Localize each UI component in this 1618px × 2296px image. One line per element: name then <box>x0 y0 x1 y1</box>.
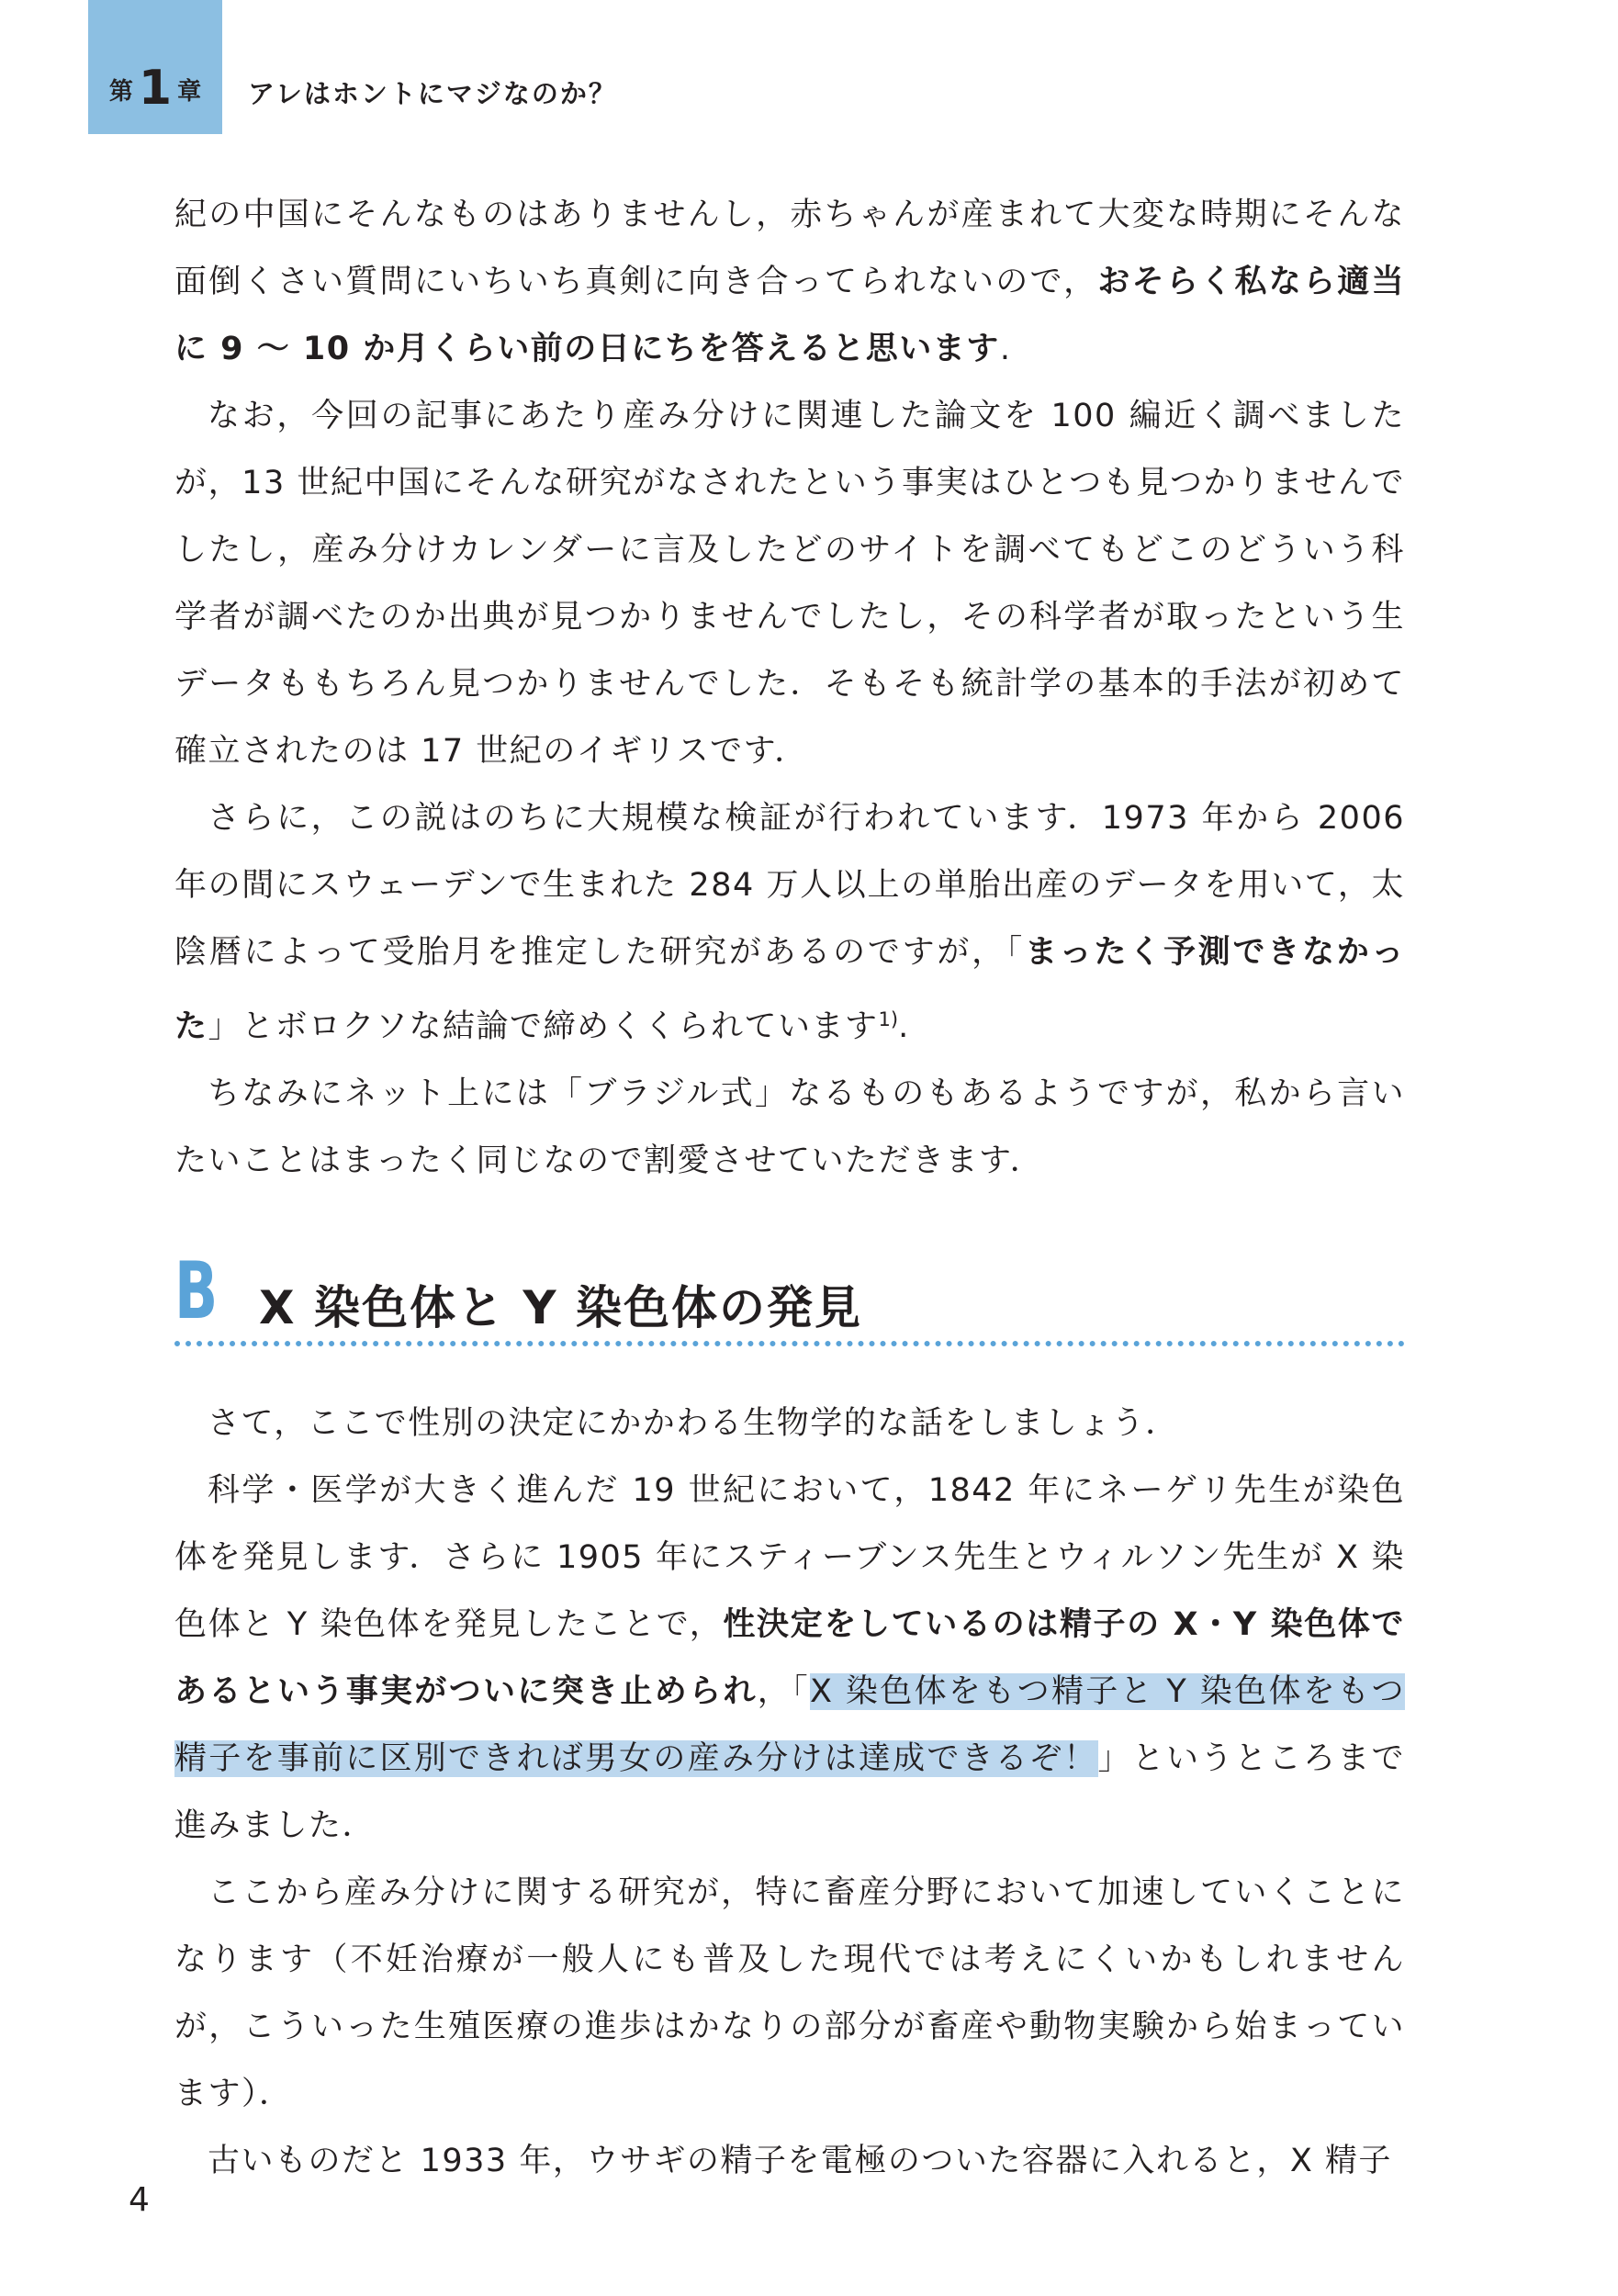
bold-text: まったく予測できなかった <box>174 934 1405 1045</box>
paragraph <box>174 182 1405 383</box>
paragraph: 古いものだと 1933 年，ウサギの精子を電極のついた容器に入れると，X 精子 <box>208 2143 1392 2179</box>
paragraph-text: ，「 <box>757 1673 810 1710</box>
paragraph-text: さらに，この説はのちに大規模な検証が行われています．1973 年から 2006 年の間にスウェーデンで生まれた 284 万人以上の単胎出産のデータを用いて，太陰暦によって受胎月を推定した研究があるのですが，「 <box>174 800 1405 971</box>
chapter-title: アレはホントにマジなのか？ <box>248 78 617 109</box>
section-header <box>174 1245 1405 1350</box>
chapter-suffix: 章 <box>177 78 202 106</box>
paragraph-text: 」というところまで進みました． <box>174 1740 1405 1844</box>
page-number: 4 <box>129 2181 150 2219</box>
paragraph: ここから産み分けに関する研究が，特に畜産分野において加速していくことになります（不妊治療が一般人にも普及した現代では考えにくいかもしれませんが，こういった生殖医療の進歩はかなりの部分が畜産や動物実験から始まっています）． <box>174 1874 1405 2112</box>
paragraph <box>174 1458 1405 1860</box>
paragraph: なお，今回の記事にあたり産み分けに関連した論文を 100 編近く調べましたが，13 世紀中国にそんな研究がなされたという事実はひとつも見つかりませんでしたし，産み分けカレンダーに言及したどのサイトを調べてもどこのどういう科学者が調べたのか出典が見つかりませんでしたし，その科学者が取ったという生データももちろん見つかりませんでした．そもそも統計学の基本的手法が初めて確立されたのは 17 世紀のイギリスです． <box>174 398 1405 770</box>
chapter-prefix: 第 <box>108 78 133 106</box>
paragraph: さて，ここで性別の決定にかかわる生物学的な話をしましょう． <box>208 1405 1179 1442</box>
bold-text: おそらく私なら適当に 9 〜 10 か月くらい前の日にちを答えると思います <box>174 264 1405 367</box>
paragraph-text: . <box>999 331 1012 367</box>
footnote-marker[interactable]: 1) <box>878 1008 899 1030</box>
section-a-body <box>174 182 1405 1195</box>
chapter-tab <box>88 0 222 134</box>
paragraph-text: 」とボロクソな結論で締めくくられています <box>208 1008 879 1045</box>
paragraph <box>174 785 1405 1061</box>
section-divider <box>174 1341 1405 1346</box>
paragraph-text: . <box>898 1008 910 1045</box>
chapter-number: 1 <box>138 61 173 116</box>
highlighted-text[interactable]: X 染色体をもつ精子と Y 染色体をもつ精子を事前に区別できれば男女の産み分けは達成できるぞ！ <box>174 1673 1405 1777</box>
paragraph-text: 紀の中国にそんなものはありませんし，赤ちゃんが産まれて大変な時期にそんな面倒くさい質問にいちいち真剣に向き合ってられないので， <box>174 197 1405 300</box>
bold-text: 性決定をしているのは精子の X・Y 染色体であるという事実がついに突き止められ <box>174 1606 1406 1710</box>
section-title: X 染色体と Y 染色体の発見 <box>259 1281 862 1334</box>
paragraph-text: 科学・医学が大きく進んだ 19 世紀において，1842 年にネーゲリ先生が染色体を発見します．さらに 1905 年にスティーブンス先生とウィルソン先生が X 染色体と Y 染色体を発見したことで， <box>174 1472 1405 1643</box>
section-letter: B <box>174 1245 219 1337</box>
section-b-body <box>174 1390 1405 2195</box>
paragraph: ちなみにネット上には「ブラジル式」なるものもあるようですが，私から言いたいことはまったく同じなので割愛させていただきます． <box>174 1075 1405 1179</box>
